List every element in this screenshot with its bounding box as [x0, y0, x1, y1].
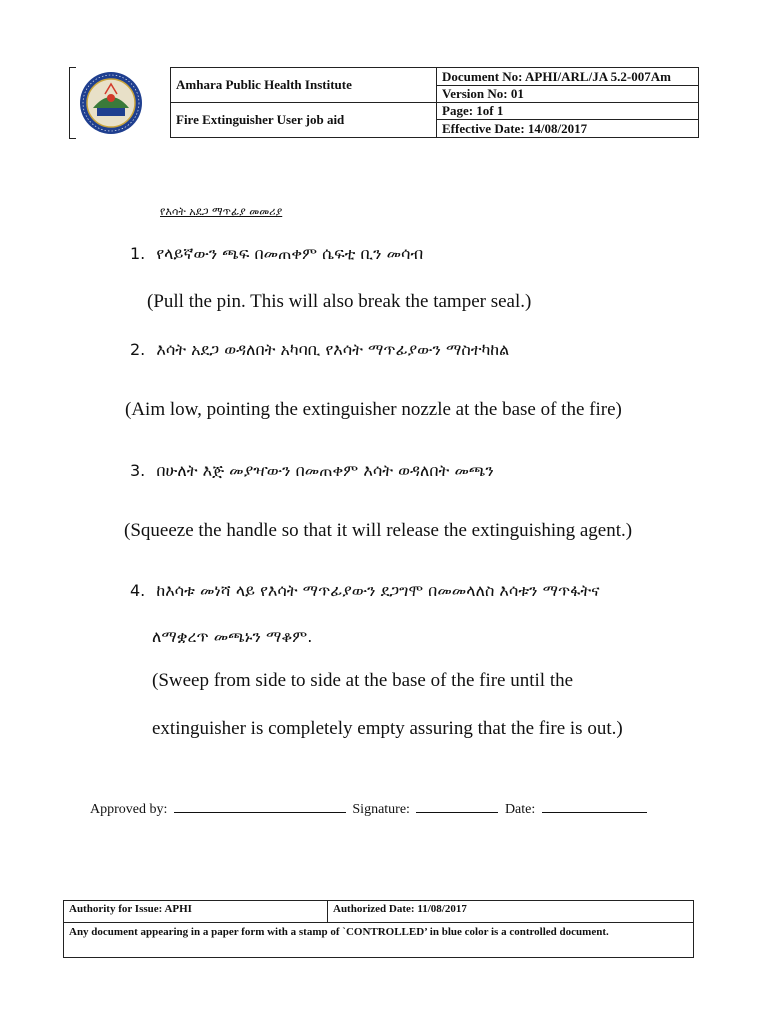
- institute-name: Amhara Public Health Institute: [171, 68, 437, 103]
- logo: [75, 68, 147, 138]
- step-amharic: ከእሳቱ መነሻ ላይ የእሳት ማጥፊያውን ደጋግሞ በመመላለስ እሳቱን ማጥፋትና: [156, 581, 600, 600]
- step-4: [130, 581, 600, 601]
- step-4-english-line-1: (Sweep from side to side at the base of the fire until the: [152, 670, 574, 691]
- step-3: [130, 461, 494, 481]
- date-label: Date:: [504, 802, 536, 817]
- effective-date: Effective Date: 14/08/2017: [437, 120, 699, 138]
- step-amharic: በሁለት እጅ መያዣውን በመጠቀም እሳት ወዳለበት መጫን: [156, 461, 494, 480]
- approved-by-label: Approved by:: [90, 802, 168, 817]
- step-2: [130, 340, 509, 360]
- step-amharic: እሳት አደጋ ወዳለበት አካባቢ የእሳት ማጥፊያውን ማስተካከል: [156, 340, 510, 359]
- document-title: Fire Extinguisher User job aid: [171, 103, 437, 138]
- step-number: 3.: [130, 461, 146, 480]
- version-number: Version No: 01: [437, 86, 699, 103]
- step-4-amharic-cont: ለማቋረጥ መጫኑን ማቆም.: [152, 627, 313, 646]
- footer-table: [63, 900, 694, 958]
- step-number: 2.: [130, 340, 146, 359]
- step-amharic: የላይኛውን ጫፍ በመጠቀም ሴፍቲ ቢን መሳብ: [156, 244, 424, 263]
- step-1-english: (Pull the pin. This will also break the tamper seal.): [147, 291, 532, 312]
- header-table: [170, 67, 699, 138]
- approved-by-blank: [174, 799, 346, 813]
- date-blank: [542, 799, 647, 813]
- authority-for-issue: Authority for Issue: APHI: [64, 901, 328, 923]
- step-1: [130, 244, 423, 264]
- approval-line: [90, 799, 650, 818]
- controlled-document-note: Any document appearing in a paper form with a stamp of `CONTROLLED’ in blue color is a controlled document.: [64, 923, 694, 958]
- step-number: 4.: [130, 581, 146, 600]
- authorized-date: Authorized Date: 11/08/2017: [328, 901, 694, 923]
- step-2-english: (Aim low, pointing the extinguisher nozzle at the base of the fire): [125, 399, 622, 420]
- signature-blank: [416, 799, 498, 813]
- step-4-english-line-2: extinguisher is completely empty assuring that the fire is out.): [152, 718, 623, 739]
- institute-seal-icon: [75, 68, 147, 138]
- amharic-title: የእሳት አደጋ ማጥፊያ መመሪያ: [160, 205, 283, 218]
- step-number: 1.: [130, 244, 146, 263]
- page-number: Page: 1of 1: [437, 103, 699, 120]
- document-number: Document No: APHI/ARL/JA 5.2-007Am: [437, 68, 699, 86]
- signature-label: Signature:: [352, 802, 410, 817]
- step-3-english: (Squeeze the handle so that it will release the extinguishing agent.): [124, 520, 633, 541]
